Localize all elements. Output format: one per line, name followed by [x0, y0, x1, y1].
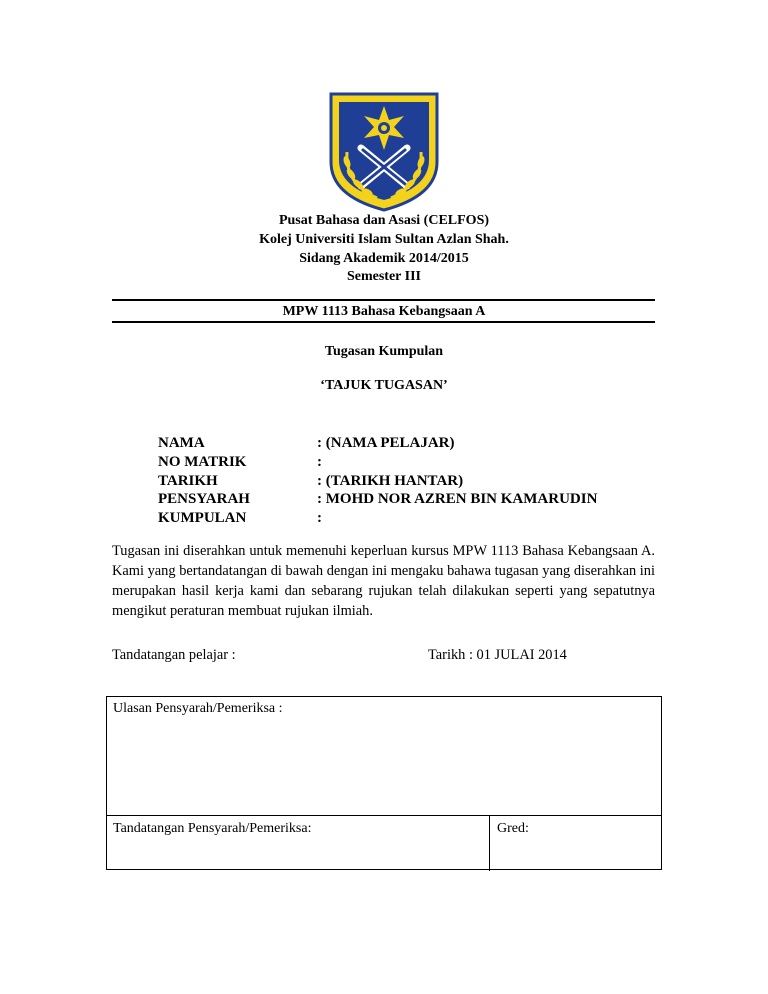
- field-value-name: : (NAMA PELAJAR): [317, 435, 455, 451]
- grade-divider: [489, 815, 490, 871]
- field-value-lecturer: : MOHD NOR AZREN BIN KAMARUDIN: [317, 491, 598, 507]
- university-crest-logo: [325, 88, 443, 214]
- submission-date-label: Tarikh : 01 JULAI 2014: [428, 647, 567, 663]
- assignment-type: Tugasan Kumpulan: [324, 344, 444, 359]
- declaration-paragraph: Tugasan ini diserahkan untuk memenuhi keperluan kursus MPW 1113 Bahasa Kebangsaan A. Kami yang bertandatangan di bawah dengan ini mengaku bahawa tugasan yang diserahkan ini merupakan hasil kerja kami dan sebarang rujukan telah dilakukan seperti yang sepatutnya mengikut peraturan membuat rujukan ilmiah.: [112, 543, 655, 619]
- student-signature-label: Tandatangan pelajar :: [112, 647, 236, 663]
- semester: Semester III: [346, 269, 421, 284]
- lecturer-signature-label: Tandatangan Pensyarah/Pemeriksa:: [113, 821, 312, 836]
- assignment-title: ‘TAJUK TUGASAN’: [320, 378, 448, 393]
- field-label-name: NAMA: [158, 435, 205, 451]
- field-value-group: :: [317, 510, 322, 526]
- field-label-matric: NO MATRIK: [158, 454, 247, 470]
- top-rule: [112, 299, 655, 301]
- grade-label: Gred:: [497, 821, 529, 836]
- field-label-group: KUMPULAN: [158, 510, 247, 526]
- institution-center-name: Pusat Bahasa dan Asasi (CELFOS): [278, 213, 490, 228]
- review-box-divider: [107, 815, 661, 816]
- field-value-matric: :: [317, 454, 322, 470]
- field-label-date: TARIKH: [158, 473, 218, 489]
- comments-label: Ulasan Pensyarah/Pemeriksa :: [113, 701, 283, 716]
- course-title: MPW 1113 Bahasa Kebangsaan A: [282, 304, 486, 319]
- bottom-rule: [112, 321, 655, 323]
- university-name: Kolej Universiti Islam Sultan Azlan Shah.: [259, 232, 509, 247]
- lecturer-review-box: [106, 696, 662, 870]
- field-value-date: : (TARIKH HANTAR): [317, 473, 464, 489]
- field-label-lecturer: PENSYARAH: [158, 491, 250, 507]
- academic-session: Sidang Akademik 2014/2015: [299, 251, 469, 266]
